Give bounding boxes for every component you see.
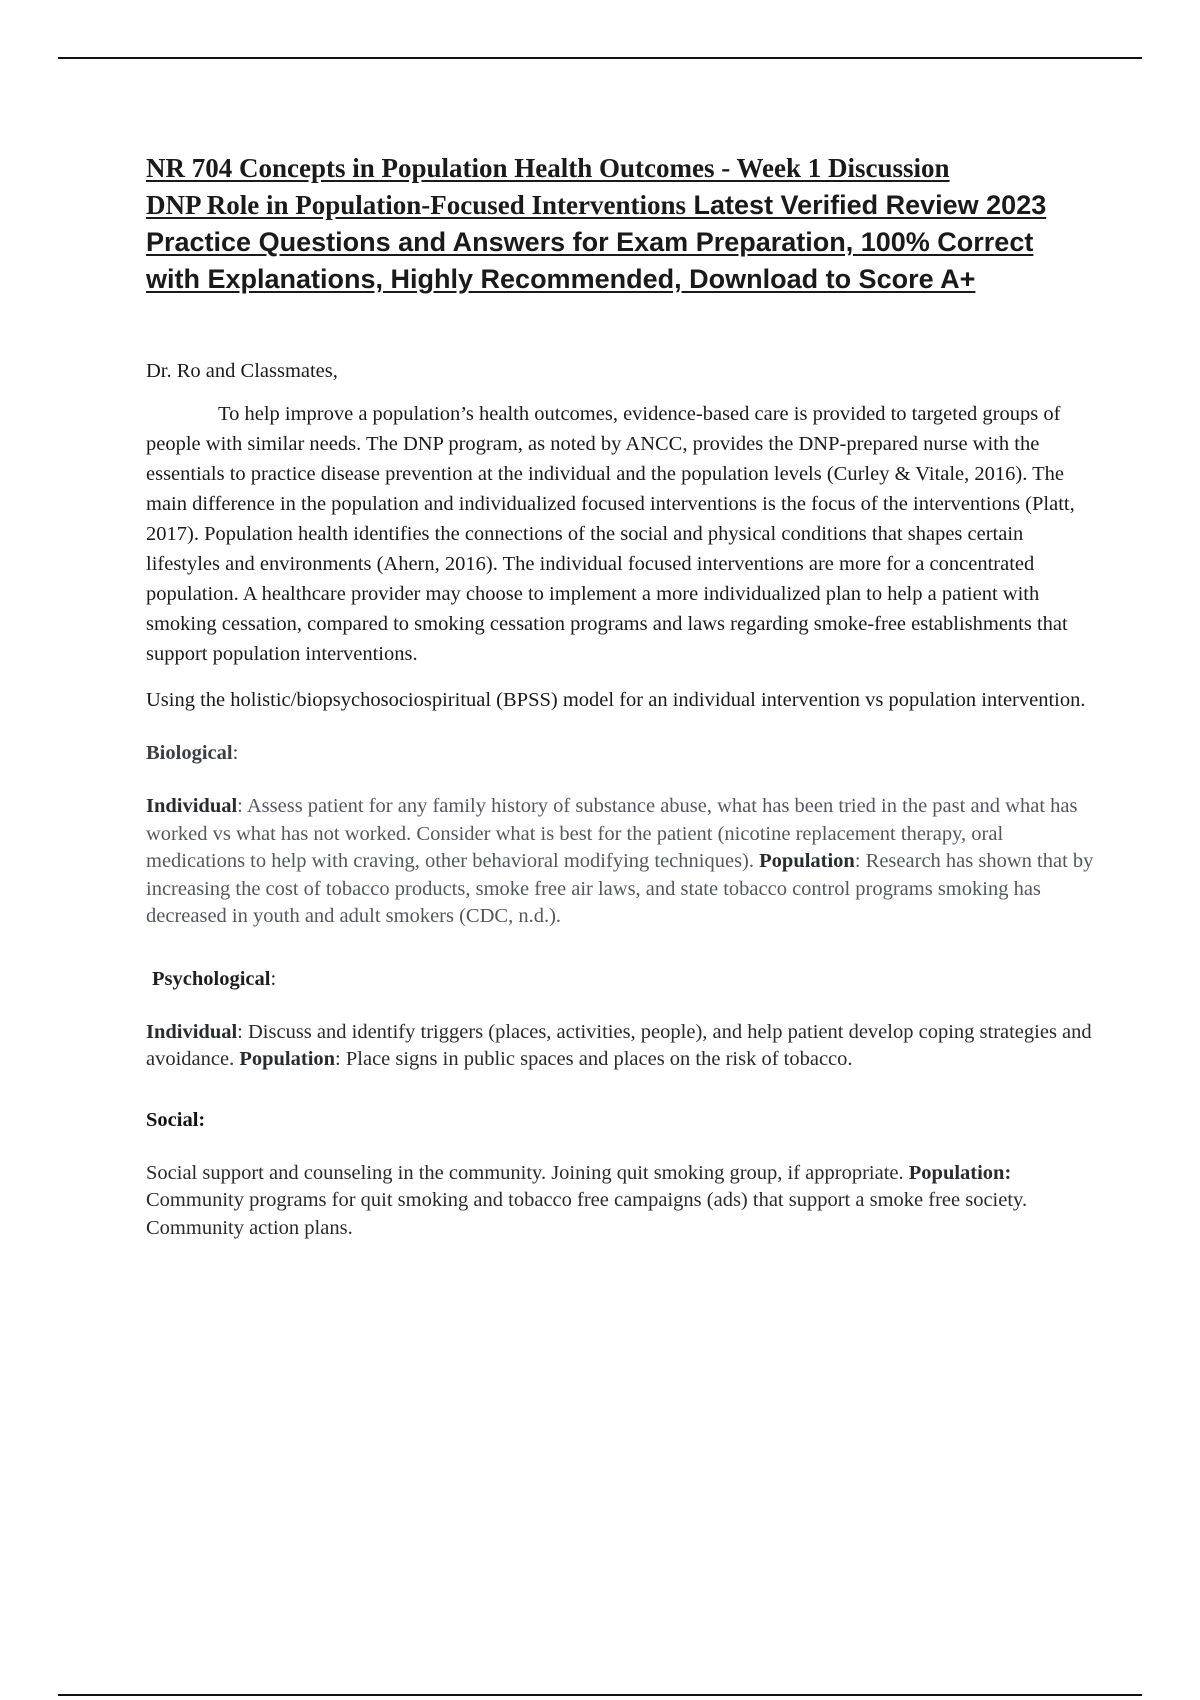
title-serif-line-2: DNP Role in Population-Focused Interventions <box>146 190 687 220</box>
biological-population-label: Population <box>759 850 855 872</box>
intro-paragraph: To help improve a population’s health outcomes, evidence-based care is provided to targeted groups of people with similar needs. The DNP program, as noted by ANCC, provides the DNP-prepared nurse with the essentials to practice disease prevention at the individual and the population levels (Curley & Vitale, 2016). The main difference in the population and individualized focused interventions is the focus of the interventions (Platt, 2017). Population health identifies the connections of the social and physical conditions that shapes certain lifestyles and environments (Ahern, 2016). The individual focused interventions are more for a concentrated population. A healthcare provider may choose to implement a more individualized plan to help a patient with smoking cessation, compared to smoking cessation programs and laws regarding smoke-free establishments that support population interventions. <box>146 403 1075 665</box>
social-individual-text: Social support and counseling in the community. Joining quit smoking group, if appropriate. <box>146 1161 909 1184</box>
psychological-heading-label: Psychological <box>152 967 271 990</box>
social-population-text: Community programs for quit smoking and tobacco free campaigns (ads) that support a smoke free society. Community action plans. <box>146 1189 1028 1239</box>
psychological-heading <box>146 965 1094 993</box>
biological-heading <box>146 739 1094 767</box>
biological-text <box>146 793 1094 931</box>
model-paragraph: Using the holistic/biopsychosociospiritual (BPSS) model for an individual intervention vs population intervention. <box>146 689 1086 711</box>
biological-individual-label: Individual <box>146 795 238 817</box>
title-serif-line-1: NR 704 Concepts in Population Health Outcomes - Week 1 Discussion <box>146 153 950 183</box>
psychological-individual-label: Individual <box>146 1020 238 1043</box>
psychological-population-label: Population <box>239 1048 336 1070</box>
document-title <box>146 150 1094 298</box>
psychological-text <box>146 1019 1094 1074</box>
title-sans-text: Latest Verified Review 2023 Practice Questions and Answers for Exam Preparation, 100% Correct with Explanations, Highly Recommended, Download to Score A+ <box>146 190 1047 294</box>
bottom-rule <box>58 1694 1142 1696</box>
psychological-heading-colon: : <box>270 967 277 990</box>
biological-population-text: : Research has shown that by increasing the cost of tobacco products, smoke free air laws, and state tobacco control programs smoking has decreased in youth and adult smokers (CDC, n.d.). <box>146 850 1094 927</box>
greeting: Dr. Ro and Classmates, <box>146 360 338 382</box>
social-population-label: Population: <box>908 1161 1012 1184</box>
psychological-individual-text: : Discuss and identify triggers (places, activities, people), and help patient develop coping strategies and avoidance. <box>146 1020 1092 1070</box>
social-heading: Social: <box>146 1108 206 1131</box>
document-body <box>146 150 1094 1242</box>
social-text <box>146 1160 1094 1243</box>
psychological-population-text: : Place signs in public spaces and places on the risk of tobacco. <box>335 1048 853 1070</box>
biological-heading-label: Biological <box>146 742 233 764</box>
biological-individual-text: : Assess patient for any family history of substance abuse, what has been tried in the past and what has worked vs what has not worked. Consider what is best for the patient (nicotine replacement therapy, oral medications to help with craving, other behavioral modifying techniques). <box>146 795 1078 872</box>
biological-heading-colon: : <box>232 742 239 764</box>
top-rule <box>58 57 1142 59</box>
